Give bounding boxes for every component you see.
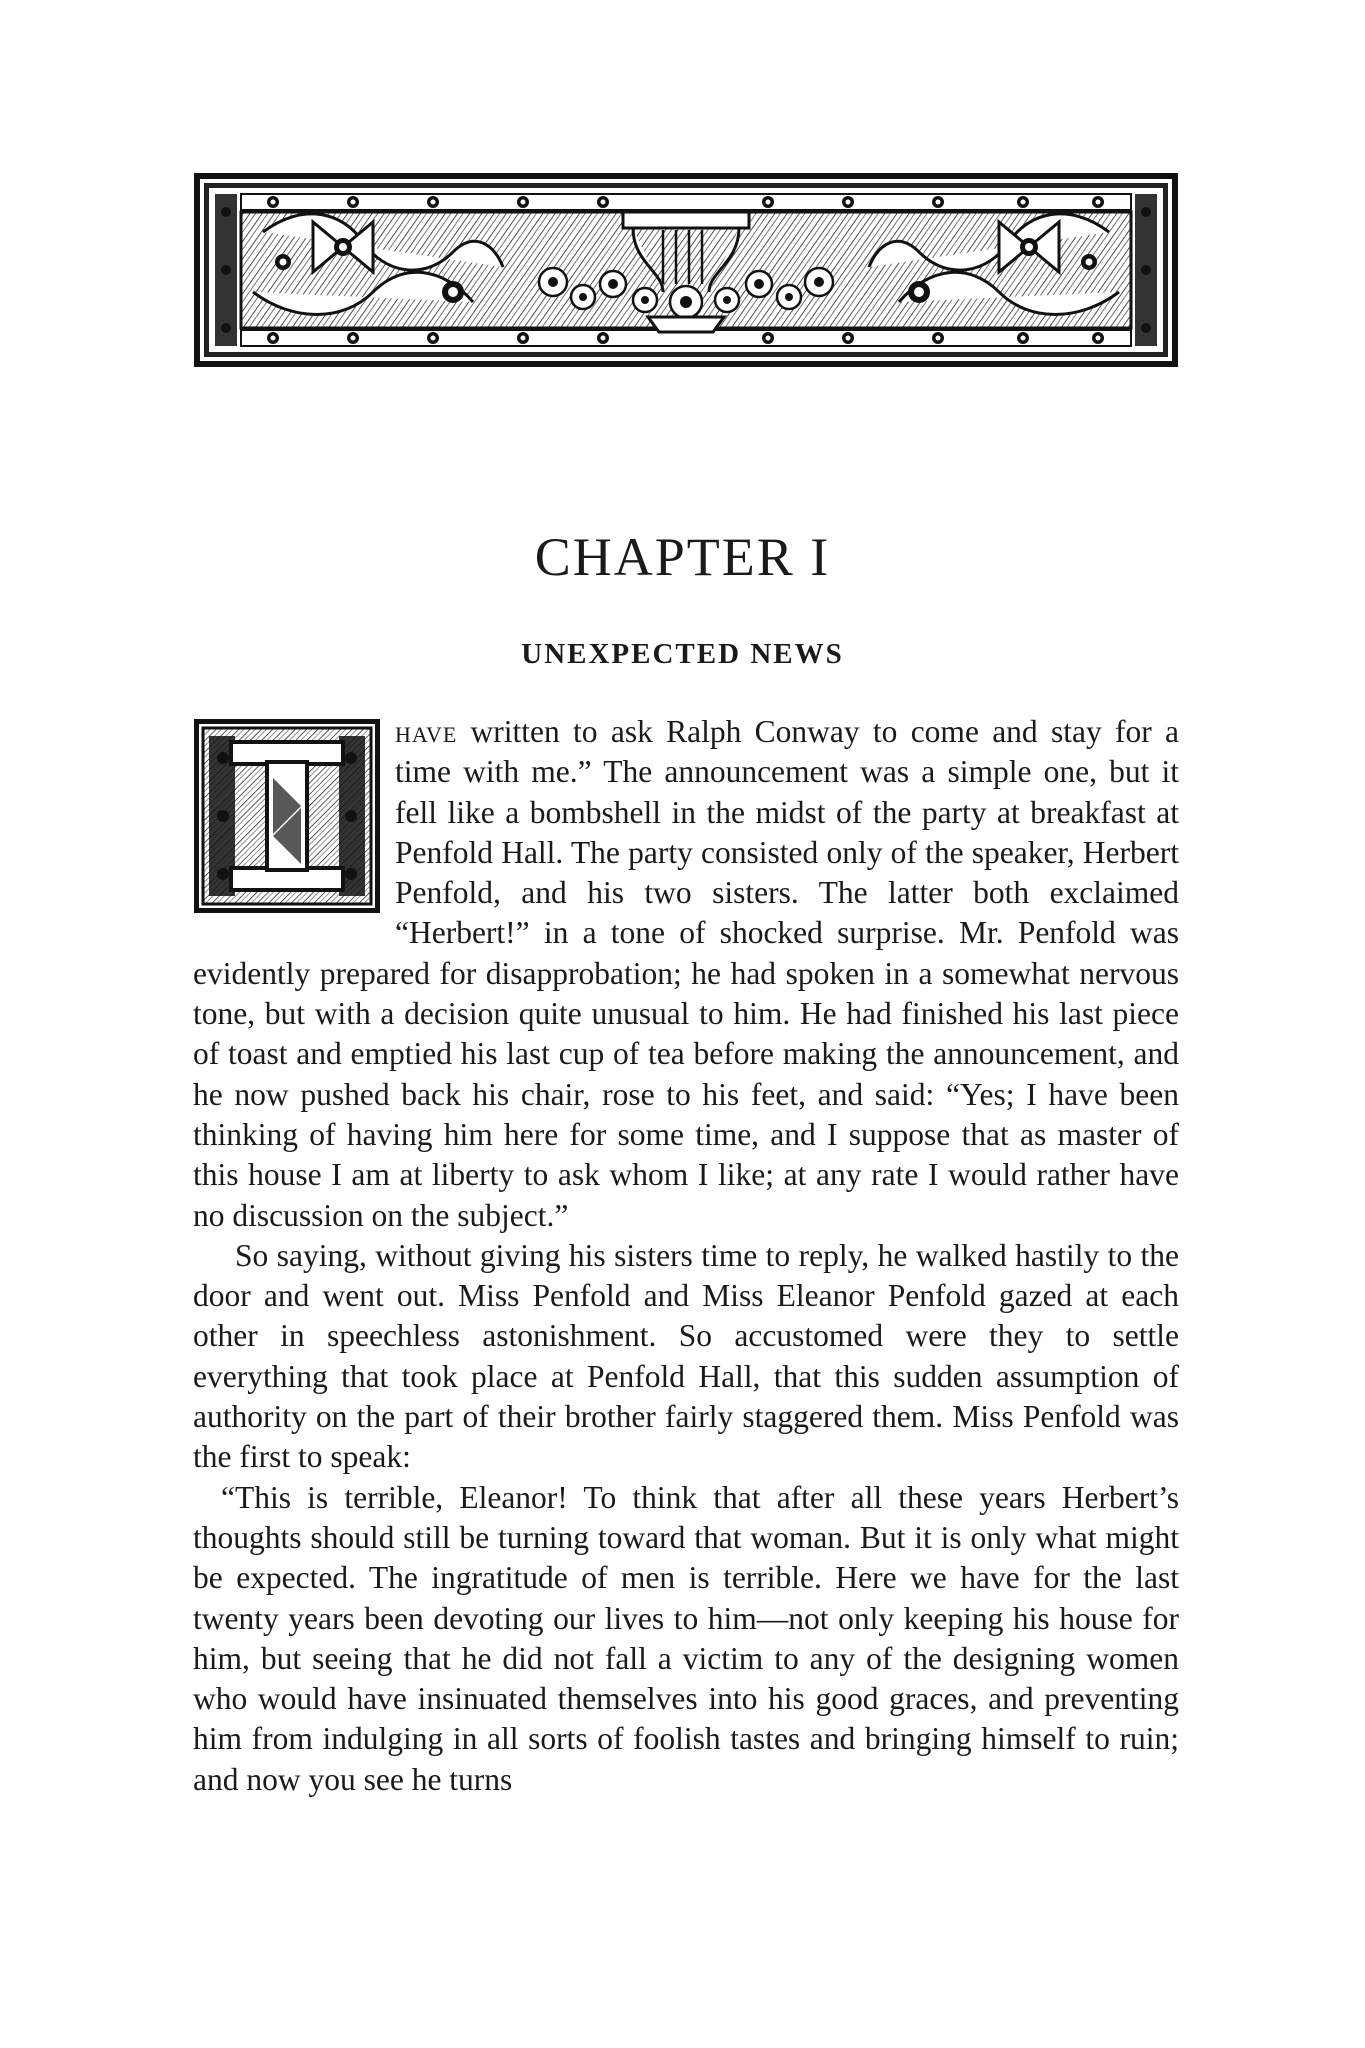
paragraph-text: written to ask Ralph Conway to come and stay for a time with me.” The announcement was a simple one, but it fell like a bombshell in the midst of the party at breakfast at Penfold Hall. The party consisted only of the speaker, Herbert Penfold, and his two sisters. The latter both exclaimed “Herbert!” in a tone of shocked surprise. Mr. Penfold was evidently prepared for disapprobation; he had spoken in a somewhat nervous tone, but with a decision quite unusual to him. He had finished his last piece of toast and emptied his last cup of tea before making the announcement, and he now pushed back his chair, rose to his feet, and said: “Yes; I have been thinking of having him here for some time, and I suppose that as master of this house I am at liberty to ask whom I like; at any rate I would rather have no discussion on the subject.” — [193, 714, 1179, 1233]
ornamental-headpiece — [193, 172, 1179, 368]
dropcap-letter: I — [287, 838, 288, 839]
lead-in-smallcaps: have — [395, 714, 458, 749]
dropcap-initial — [193, 718, 381, 914]
paragraph: “This is terrible, Eleanor! To think that after all these years Herbert’s thoughts should still be turning toward that woman. But it is only what might be expected. The ingratitude of men is terrible. Here we have for the last twenty years been devoting our lives to him—not only keeping his house for him, but seeing that he did not fall a victim to any of the designing women who would have insinuated themselves into his good graces, and preventing him from indulging in all sorts of foolish tastes and bringing himself to ruin; and now you see he turns — [193, 1479, 1179, 1797]
chapter-title: CHAPTER I — [534, 527, 831, 587]
chapter-body — [193, 712, 1179, 1800]
chapter-subtitle: UNEXPECTED NEWS — [521, 638, 844, 670]
paragraph: So saying, without giving his sisters time to reply, he walked hastily to the door and went out. Miss Penfold and Miss Eleanor Penfold gazed at each other in speechless astonishment. So accustomed were they to settle everything that took place at Penfold Hall, that this sudden assumption of authority on the part of their brother fairly staggered them. Miss Penfold was the first to speak: — [193, 1237, 1179, 1475]
paragraph — [193, 712, 1179, 1236]
